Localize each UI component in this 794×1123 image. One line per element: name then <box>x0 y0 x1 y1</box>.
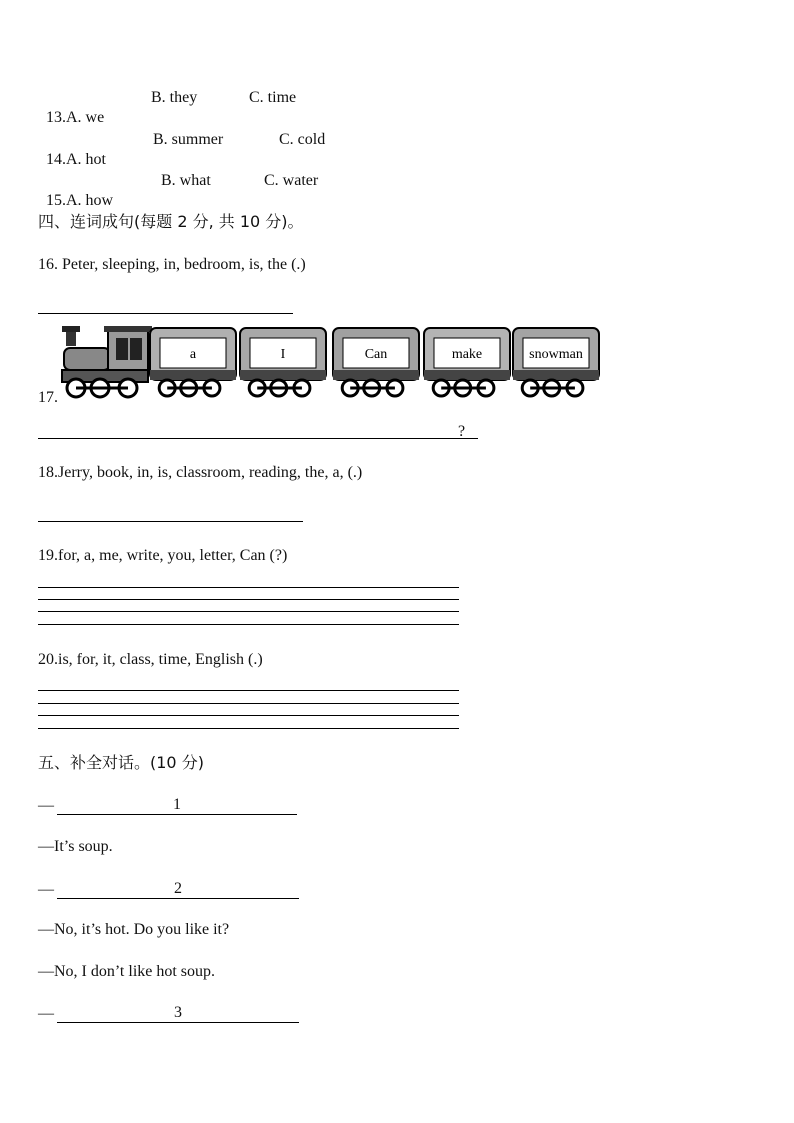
q20-answer-line-3[interactable] <box>38 715 459 716</box>
q13-option-c: C. time <box>249 89 297 106</box>
train-word-1: a <box>189 347 197 362</box>
q20-answer-line-2[interactable] <box>38 703 459 704</box>
question-16: 16. Peter, sleeping, in, bedroom, is, the (.) <box>38 256 306 273</box>
q13-option-b: B. they <box>151 89 198 106</box>
locomotive-icon <box>62 326 152 397</box>
train-word-4: make <box>451 347 483 362</box>
section-5-title: 五、补全对话。(10 分) <box>38 753 204 772</box>
q15-option-a: 15.A. how <box>46 192 114 209</box>
q20-answer-line-4[interactable] <box>38 728 459 729</box>
q14-option-b: B. summer <box>153 131 224 148</box>
q15-option-c: C. water <box>264 172 319 189</box>
dialogue-dash-3: — <box>38 1005 54 1022</box>
question-19: 19.for, a, me, write, you, letter, Can (?) <box>38 547 288 564</box>
dialogue-blank-3[interactable]: 3 <box>57 1004 299 1023</box>
q14-option-a: 14.A. hot <box>46 151 106 168</box>
train-illustration <box>60 324 605 404</box>
q19-answer-line-1[interactable] <box>38 587 459 588</box>
dialogue-line-5: —No, I don’t like hot soup. <box>38 963 216 980</box>
dialogue-dash-2: — <box>38 881 54 898</box>
q19-answer-line-3[interactable] <box>38 611 459 612</box>
dialogue-dash-1: — <box>38 797 54 814</box>
train-word-5: snowman <box>529 347 583 362</box>
question-15 <box>38 171 113 211</box>
q19-answer-line-4[interactable] <box>38 624 459 625</box>
question-14 <box>38 130 106 170</box>
q18-answer-line[interactable] <box>38 521 303 522</box>
dialogue-line-2: —It’s soup. <box>38 838 113 855</box>
q17-answer-line[interactable] <box>38 438 478 439</box>
dialogue-blank-1[interactable]: 1 <box>57 796 297 815</box>
q17-question-mark: ? <box>458 423 466 440</box>
dialogue-blank-2[interactable]: 2 <box>57 880 299 899</box>
q16-answer-line[interactable] <box>38 313 293 314</box>
q13-option-a: 13.A. we <box>46 109 105 126</box>
train-car-3 <box>333 328 419 396</box>
train-car-1 <box>150 328 236 396</box>
dialogue-line-4: —No, it’s hot. Do you like it? <box>38 921 230 938</box>
question-18: 18.Jerry, book, in, is, classroom, reading, the, a, (.) <box>38 464 363 481</box>
train-car-2 <box>240 328 326 396</box>
q20-answer-line-1[interactable] <box>38 690 459 691</box>
train-word-3: Can <box>364 347 388 362</box>
q15-option-b: B. what <box>161 172 211 189</box>
train-car-5 <box>513 328 599 396</box>
q14-option-c: C. cold <box>279 131 326 148</box>
question-20: 20.is, for, it, class, time, English (.) <box>38 651 263 668</box>
train-word-2: I <box>280 347 286 362</box>
q19-answer-line-2[interactable] <box>38 599 459 600</box>
question-17-number: 17. <box>38 389 58 406</box>
section-4-title: 四、连词成句(每题 2 分, 共 10 分)。 <box>38 212 304 231</box>
question-13 <box>38 88 104 128</box>
train-car-4 <box>424 328 510 396</box>
